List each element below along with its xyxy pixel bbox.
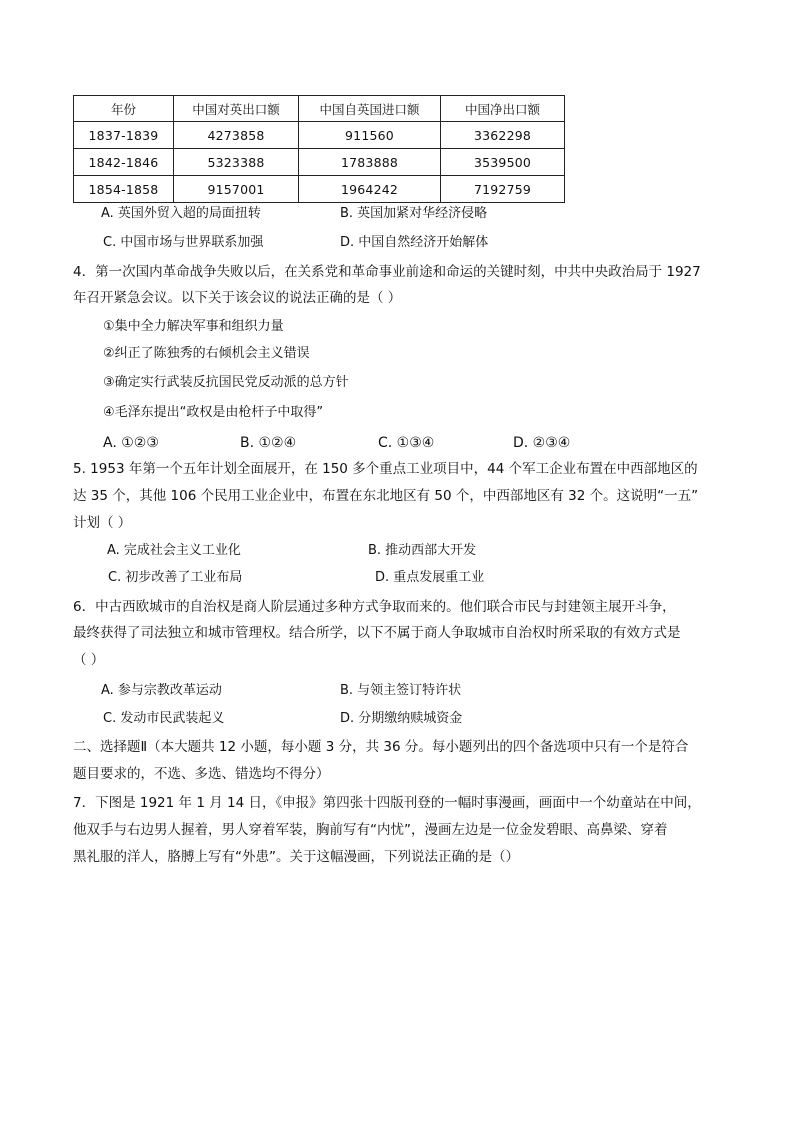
q7-stem-line-2: 他双手与右边男人握着，男人穿着军装，胸前写有“内忧”，漫画左边是一位金发碧眼、高鼻梁、穿着 [73, 822, 668, 838]
q6-stem-line-2: 最终获得了司法独立和城市管理权。结合所学，以下不属于商人争取城市自治权时所采取的有效方式是 [73, 625, 681, 641]
table-cell: 9157001 [174, 176, 299, 203]
q5-option-b: B. 推动西部大开发 [368, 543, 477, 558]
q6-option-c: C. 发动市民武装起义 [103, 711, 225, 726]
q6-stem-line-1: 6．中古西欧城市的自治权是商人阶层通过多种方式争取而来的。他们联合市民与封建领主展开斗争， [73, 599, 676, 615]
q3-option-a: A. 英国外贸入超的局面扭转 [101, 206, 261, 221]
trade-table [73, 95, 565, 203]
q7-stem-line-1: 7．下图是 1921 年 1 月 14 日，《申报》第四张十四版刊登的一幅时事漫画，画面中一个幼童站在中间， [73, 795, 701, 811]
q6-stem-line-3: （ ） [73, 652, 105, 668]
q5-stem-line-3: 计划（ ） [73, 515, 132, 531]
table-cell: 5323388 [174, 149, 299, 176]
table-header: 中国净出口额 [441, 96, 565, 122]
table-cell: 911560 [299, 122, 441, 149]
q3-option-b: B. 英国加紧对华经济侵略 [340, 206, 488, 221]
table-header: 年份 [74, 96, 174, 122]
q6-option-d: D. 分期缴纳赎城资金 [340, 711, 463, 726]
q5-option-a: A. 完成社会主义工业化 [107, 543, 241, 558]
table-row [74, 149, 565, 176]
q3-option-d: D. 中国自然经济开始解体 [340, 235, 489, 250]
table-header: 中国对英出口额 [174, 96, 299, 122]
q5-option-c: C. 初步改善了工业布局 [108, 570, 243, 585]
q7-stem-line-3: 黑礼服的洋人，胳膊上写有“外患”。关于这幅漫画，下列说法正确的是（） [73, 849, 519, 865]
q4-item-3: ③确定实行武装反抗国民党反动派的总方针 [103, 375, 349, 390]
table-cell: 7192759 [441, 176, 565, 203]
q5-option-d: D. 重点发展重工业 [375, 570, 485, 585]
q4-stem-line-2: 年召开紧急会议。以下关于该会议的说法正确的是（ ） [73, 290, 402, 306]
table-header: 中国自英国进口额 [299, 96, 441, 122]
q4-option-b: B. ①②④ [240, 435, 297, 451]
q4-option-a: A. ①②③ [103, 435, 159, 451]
q4-item-4: ④毛泽东提出“政权是由枪杆子中取得” [103, 405, 324, 420]
q4-option-d: D. ②③④ [513, 435, 571, 451]
table-cell: 1854-1858 [74, 176, 174, 203]
q4-item-2: ②纠正了陈独秀的右倾机会主义错误 [103, 346, 310, 361]
table-cell: 3539500 [441, 149, 565, 176]
section2-heading-line-1: 二、选择题Ⅱ（本大题共 12 小题，每小题 3 分，共 36 分。每小题列出的四个备选项中只有一个是符合 [73, 739, 689, 755]
table-cell: 1842-1846 [74, 149, 174, 176]
table-cell: 1837-1839 [74, 122, 174, 149]
q5-stem-line-2: 达 35 个，其他 106 个民用工业企业中，布置在东北地区有 50 个，中西部地区有 32 个。这说明“一五” [73, 488, 699, 504]
q4-stem-line-1: 4．第一次国内革命战争失败以后，在关系党和革命事业前途和命运的关键时刻，中共中央政治局于 1927 [73, 264, 701, 280]
table-row [74, 176, 565, 203]
q5-stem-line-1: 5. 1953 年第一个五年计划全面展开，在 150 多个重点工业项目中，44 个军工企业布置在中西部地区的 [73, 461, 698, 477]
table-cell: 1783888 [299, 149, 441, 176]
q4-option-c: C. ①③④ [378, 435, 435, 451]
q3-option-c: C. 中国市场与世界联系加强 [103, 235, 264, 250]
section2-heading-line-2: 题目要求的，不选、多选、错选均不得分） [73, 766, 330, 782]
table-row [74, 122, 565, 149]
table-cell: 4273858 [174, 122, 299, 149]
table-header-row [74, 96, 565, 122]
table-cell: 3362298 [441, 122, 565, 149]
table-cell: 1964242 [299, 176, 441, 203]
q6-option-a: A. 参与宗教改革运动 [101, 683, 222, 698]
q4-item-1: ①集中全力解决军事和组织力量 [103, 319, 284, 334]
q6-option-b: B. 与领主签订特许状 [340, 683, 462, 698]
